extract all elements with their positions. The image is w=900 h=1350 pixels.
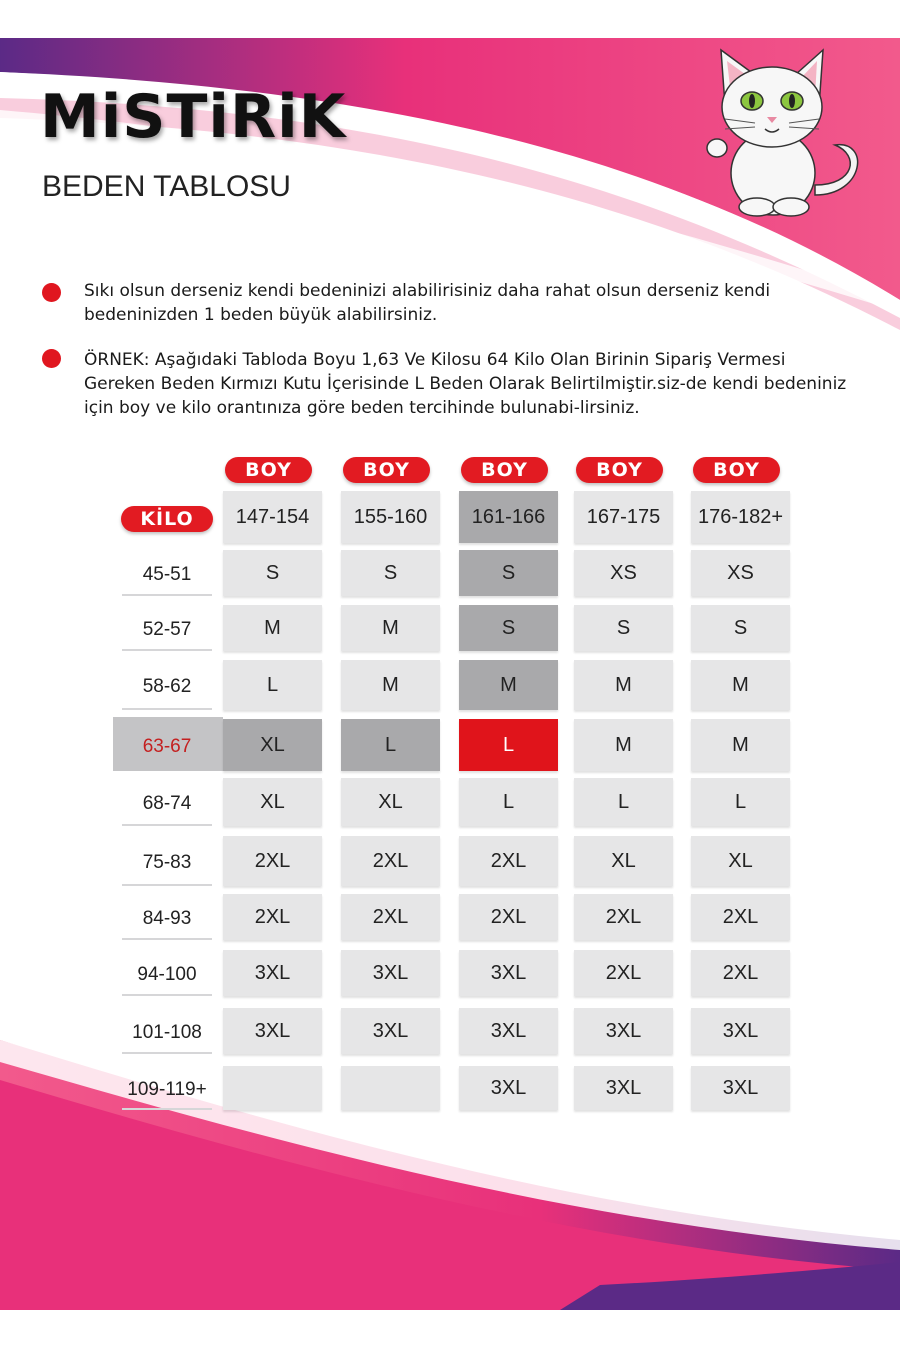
size-cell: XL xyxy=(341,778,440,826)
size-cell: M xyxy=(341,660,440,710)
boy-header-badge: BOY xyxy=(576,457,663,483)
size-cell: L xyxy=(223,660,322,710)
size-cell: L xyxy=(459,778,558,826)
size-cell: 3XL xyxy=(574,1008,673,1054)
size-cell: S xyxy=(223,550,322,596)
size-cell: L xyxy=(574,778,673,826)
kilo-header-badge: KİLO xyxy=(121,506,213,532)
size-cell: XL xyxy=(223,719,322,771)
size-cell: 2XL xyxy=(223,894,322,940)
size-cell: 3XL xyxy=(691,1066,790,1110)
note-example: ÖRNEK: Aşağıdaki Tabloda Boyu 1,63 Ve Kilosu 64 Kilo Olan Birinin Sipariş Vermesi Gereken Beden Kırmızı Kutu İçerisinde L Beden Olarak Belirtilmiştir.siz-de kendi bedeniniz için boy ve kilo orantınıza göre beden tercihinde bulunabi-lirsiniz. xyxy=(84,350,847,418)
size-cell: 3XL xyxy=(459,1066,558,1110)
height-range-cell: 161-166 xyxy=(459,491,558,543)
size-cell: L xyxy=(341,719,440,771)
size-cell: 3XL xyxy=(459,950,558,996)
size-cell: 3XL xyxy=(459,1008,558,1054)
size-cell: S xyxy=(341,550,440,596)
size-cell: S xyxy=(691,605,790,651)
height-range-cell: 155-160 xyxy=(341,491,440,543)
size-cell: M xyxy=(341,605,440,651)
weight-range-label: 58-62 xyxy=(122,666,212,710)
note-fit-advice: Sıkı olsun derseniz kendi bedeninizi alabilirisiniz daha rahat olsun derseniz kendi bedeninizden 1 beden büyük alabilirsiniz. xyxy=(84,281,771,325)
size-cell: XL xyxy=(223,778,322,826)
size-cell: S xyxy=(459,605,558,651)
size-cell: 2XL xyxy=(459,836,558,886)
size-cell: 2XL xyxy=(459,894,558,940)
size-cell: M xyxy=(459,660,558,710)
size-cell: 2XL xyxy=(574,894,673,940)
size-cell: 2XL xyxy=(691,950,790,996)
size-cell: 2XL xyxy=(341,836,440,886)
size-cell: M xyxy=(691,660,790,710)
size-cell: 3XL xyxy=(223,950,322,996)
weight-range-label: 68-74 xyxy=(122,784,212,826)
weight-range-label: 101-108 xyxy=(122,1014,212,1054)
size-cell: L xyxy=(691,778,790,826)
weight-range-label: 52-57 xyxy=(122,611,212,651)
size-cell: 2XL xyxy=(223,836,322,886)
size-cell xyxy=(341,1066,440,1110)
height-range-cell: 167-175 xyxy=(574,491,673,543)
weight-range-label: 63-67 xyxy=(142,736,192,757)
weight-range-label: 109-119+ xyxy=(122,1072,212,1110)
cat-mascot-icon xyxy=(695,45,870,220)
boy-header-badge: BOY xyxy=(225,457,312,483)
size-cell: XL xyxy=(574,836,673,886)
size-cell: M xyxy=(691,719,790,771)
size-cell: XS xyxy=(574,550,673,596)
size-cell: M xyxy=(223,605,322,651)
brand-logo: MiSTiRiK xyxy=(40,82,347,152)
boy-header-badge: BOY xyxy=(343,457,430,483)
size-cell: S xyxy=(574,605,673,651)
weight-range-label: 75-83 xyxy=(122,842,212,886)
size-cell: 2XL xyxy=(341,894,440,940)
page-subtitle: BEDEN TABLOSU xyxy=(42,170,291,203)
weight-range-label: 94-100 xyxy=(122,956,212,996)
size-cell: 3XL xyxy=(223,1008,322,1054)
size-cell: 3XL xyxy=(341,1008,440,1054)
size-cell: 2XL xyxy=(691,894,790,940)
boy-header-badge: BOY xyxy=(461,457,548,483)
height-range-cell: 176-182+ xyxy=(691,491,790,543)
size-cell: 2XL xyxy=(574,950,673,996)
size-cell: XS xyxy=(691,550,790,596)
height-range-cell: 147-154 xyxy=(223,491,322,543)
size-cell: M xyxy=(574,719,673,771)
bullet-icon xyxy=(42,349,61,368)
size-cell: 3XL xyxy=(574,1066,673,1110)
boy-header-badge: BOY xyxy=(693,457,780,483)
size-cell: S xyxy=(459,550,558,596)
size-cell xyxy=(223,1066,322,1110)
weight-range-label: 84-93 xyxy=(122,900,212,940)
bullet-icon xyxy=(42,283,61,302)
size-cell: M xyxy=(574,660,673,710)
size-cell: 3XL xyxy=(341,950,440,996)
size-cell: XL xyxy=(691,836,790,886)
weight-range-label: 45-51 xyxy=(122,556,212,596)
size-cell: L xyxy=(459,719,558,771)
size-cell: 3XL xyxy=(691,1008,790,1054)
